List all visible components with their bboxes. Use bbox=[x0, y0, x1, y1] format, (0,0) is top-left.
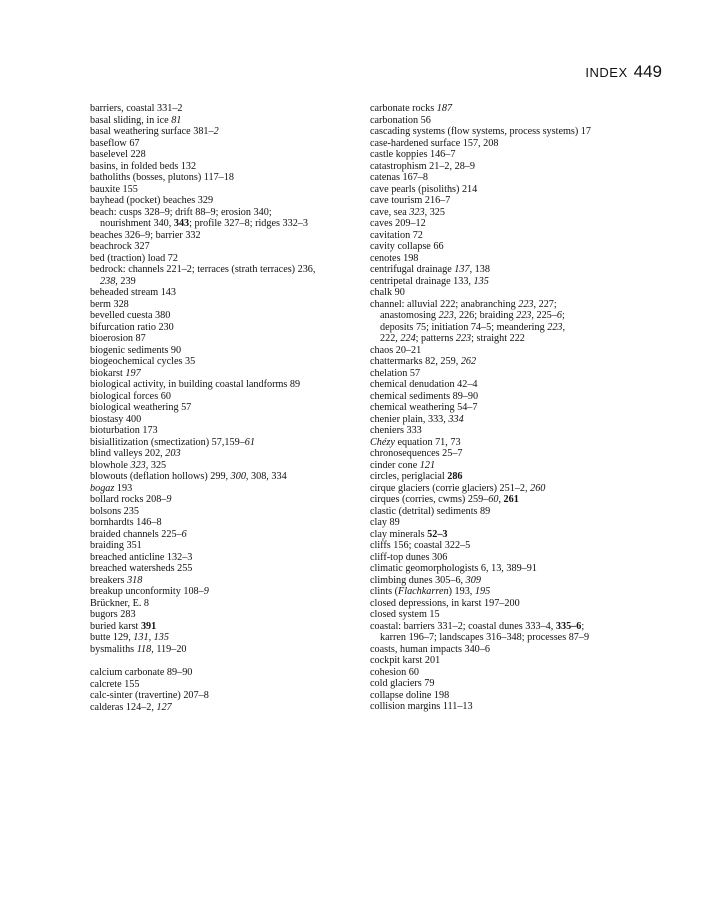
index-entry bbox=[90, 161, 345, 173]
entry-text: 195 bbox=[474, 586, 491, 597]
entry-text: 318 bbox=[127, 574, 143, 586]
entry-text: cheniers 333 bbox=[370, 425, 422, 436]
index-entry bbox=[90, 149, 345, 161]
entry-text: buried karst bbox=[90, 620, 141, 632]
entry-text: 224 bbox=[400, 333, 416, 344]
entry-text: bioerosion 87 bbox=[90, 333, 146, 344]
entry-text: Chézy bbox=[370, 436, 395, 448]
entry-text: cohesion 60 bbox=[370, 666, 419, 678]
index-entry bbox=[90, 598, 345, 610]
entry-text: climatic geomorphologists 6, 13, 389–91 bbox=[370, 563, 537, 574]
index-entry bbox=[90, 529, 345, 541]
entry-text: clay minerals bbox=[370, 528, 428, 540]
entry-text: , 325 bbox=[145, 459, 167, 471]
index-entry bbox=[370, 149, 660, 161]
entry-text: 323 bbox=[409, 206, 425, 218]
index-entry bbox=[90, 483, 345, 495]
index-entry bbox=[370, 138, 660, 150]
entry-text: blowouts (deflation hollows) 299, bbox=[90, 471, 231, 482]
entry-text: 223 bbox=[516, 310, 532, 321]
entry-text: bauxite 155 bbox=[90, 183, 138, 195]
entry-text: breakup unconformity 108– bbox=[90, 586, 204, 597]
entry-text: , 325 bbox=[424, 206, 445, 218]
index-entry bbox=[370, 345, 660, 357]
index-entry bbox=[370, 103, 660, 115]
entry-text: coastal: barriers 331–2; coastal dunes 333–4, bbox=[370, 620, 556, 632]
entry-text: chemical weathering 54–7 bbox=[370, 402, 478, 413]
entry-text: climbing dunes 305–6, bbox=[370, 574, 466, 586]
entry-text: biological forces 60 bbox=[90, 390, 171, 402]
entry-text: cold glaciers 79 bbox=[370, 678, 435, 689]
entry-text: bogaz bbox=[90, 482, 115, 494]
entry-text: 2 bbox=[213, 126, 219, 137]
index-entry bbox=[370, 230, 660, 242]
entry-text: cliff-top dunes 306 bbox=[370, 551, 448, 563]
index-entry bbox=[370, 471, 660, 483]
index-entry bbox=[370, 218, 660, 230]
index-entry bbox=[370, 276, 660, 288]
index-entry bbox=[370, 621, 660, 633]
index-entry bbox=[370, 391, 660, 403]
entry-text: channel: alluvial 222; anabranching bbox=[370, 298, 519, 310]
entry-text: , 225– bbox=[531, 310, 557, 321]
index-entry bbox=[370, 299, 660, 311]
index-entry bbox=[370, 161, 660, 173]
index-entry bbox=[370, 264, 660, 276]
index-entry bbox=[90, 517, 345, 529]
entry-text: closed depressions, in karst 197–200 bbox=[370, 597, 520, 609]
index-entry bbox=[370, 563, 660, 575]
entry-text: calcium carbonate 89–90 bbox=[90, 667, 193, 678]
index-entry bbox=[90, 322, 345, 334]
index-entry bbox=[370, 575, 660, 587]
entry-text: biogenic sediments 90 bbox=[90, 344, 182, 356]
entry-text: deposits 75; initiation 74–5; meandering bbox=[380, 321, 548, 333]
index-entry bbox=[90, 690, 345, 702]
entry-text: ; bbox=[561, 310, 565, 321]
entry-text: centripetal drainage 133, bbox=[370, 275, 474, 287]
entry-text: , 119–20 bbox=[151, 643, 187, 655]
entry-text: castle koppies 146–7 bbox=[370, 149, 456, 160]
index-entry bbox=[370, 437, 660, 449]
entry-text: bed (traction) load 72 bbox=[90, 252, 178, 264]
entry-text: 135 bbox=[153, 632, 169, 643]
entry-text: bevelled cuesta 380 bbox=[90, 310, 171, 321]
entry-text: cavity collapse 66 bbox=[370, 241, 444, 252]
entry-text: catenas 167–8 bbox=[370, 172, 428, 183]
entry-text: equation 71, 73 bbox=[394, 436, 461, 448]
entry-text: braided channels 225– bbox=[90, 528, 182, 540]
index-entry bbox=[370, 460, 660, 472]
index-entry-continuation bbox=[90, 218, 345, 230]
entry-text: 223 bbox=[438, 310, 454, 321]
entry-text: berm 328 bbox=[90, 298, 129, 310]
index-entry bbox=[370, 644, 660, 656]
running-header bbox=[585, 62, 662, 82]
index-entry bbox=[90, 103, 345, 115]
entry-text: cockpit karst 201 bbox=[370, 655, 441, 666]
index-entry bbox=[90, 425, 345, 437]
index-entry bbox=[370, 483, 660, 495]
entry-text: chelation 57 bbox=[370, 367, 421, 379]
entry-text: biological activity, in building coastal landforms 89 bbox=[90, 379, 301, 390]
entry-text: chaos 20–21 bbox=[370, 344, 422, 356]
entry-text: 127 bbox=[156, 701, 172, 713]
index-entry bbox=[370, 356, 660, 368]
entry-text: biogeochemical cycles 35 bbox=[90, 356, 196, 367]
entry-text: bugors 283 bbox=[90, 609, 136, 620]
entry-text: Brückner, E. 8 bbox=[90, 597, 150, 609]
entry-text: 262 bbox=[460, 356, 477, 367]
index-entry bbox=[90, 345, 345, 357]
index-entry-continuation bbox=[370, 632, 660, 644]
index-entry bbox=[370, 425, 660, 437]
index-entry-continuation bbox=[370, 322, 660, 334]
index-entry bbox=[370, 529, 660, 541]
index-entry bbox=[90, 540, 345, 552]
page-number: 449 bbox=[633, 62, 662, 81]
entry-text: nourishment 340, bbox=[100, 218, 174, 229]
entry-text: bollard rocks 208– bbox=[90, 494, 167, 505]
index-entry bbox=[370, 172, 660, 184]
index-entry bbox=[90, 552, 345, 564]
entry-text: 118 bbox=[136, 643, 152, 655]
entry-text: Flachkarren bbox=[398, 586, 449, 597]
entry-text: bifurcation ratio 230 bbox=[90, 321, 174, 333]
entry-text: chenier plain, 333, bbox=[370, 413, 449, 425]
index-entry bbox=[370, 494, 660, 506]
entry-text: chemical sediments 89–90 bbox=[370, 390, 479, 402]
index-entry bbox=[90, 230, 345, 242]
index-entry bbox=[370, 678, 660, 690]
index-entry bbox=[90, 368, 345, 380]
entry-text: clints ( bbox=[370, 586, 399, 597]
index-entry bbox=[370, 586, 660, 598]
index-entry bbox=[370, 552, 660, 564]
entry-text: bayhead (pocket) beaches 329 bbox=[90, 195, 214, 206]
index-entry bbox=[90, 241, 345, 253]
index-entry bbox=[90, 563, 345, 575]
index-entry bbox=[90, 115, 345, 127]
entry-text: coasts, human impacts 340–6 bbox=[370, 643, 490, 655]
entry-text: 137 bbox=[454, 264, 470, 275]
entry-text: cave pearls (pisoliths) 214 bbox=[370, 183, 478, 195]
index-entry bbox=[90, 402, 345, 414]
index-column-left bbox=[90, 103, 345, 713]
entry-text: , 227; bbox=[533, 298, 557, 310]
entry-text: breached watersheds 255 bbox=[90, 563, 193, 574]
index-entry bbox=[90, 356, 345, 368]
index-entry bbox=[90, 667, 345, 679]
entry-text: , bbox=[148, 632, 154, 643]
entry-text: , 226; braiding bbox=[453, 310, 517, 321]
entry-text: bolsons 235 bbox=[90, 505, 139, 517]
index-entry bbox=[90, 184, 345, 196]
index-entry bbox=[370, 667, 660, 679]
entry-text: 187 bbox=[436, 103, 453, 114]
entry-text: chalk 90 bbox=[370, 287, 405, 298]
index-entry bbox=[90, 299, 345, 311]
entry-text: breached anticline 132–3 bbox=[90, 551, 193, 563]
index-entry bbox=[90, 621, 345, 633]
entry-text: cavitation 72 bbox=[370, 229, 423, 241]
entry-text: beheaded stream 143 bbox=[90, 287, 176, 298]
entry-text: cascading systems (flow systems, process systems) 17 bbox=[370, 126, 591, 137]
entry-text: 81 bbox=[171, 114, 182, 126]
entry-text: 6 bbox=[181, 528, 187, 540]
index-entry bbox=[370, 241, 660, 253]
index-entry bbox=[90, 644, 345, 656]
entry-text: bornhardts 146–8 bbox=[90, 517, 162, 528]
header-label: INDEX bbox=[585, 65, 628, 80]
entry-text: 334 bbox=[448, 413, 464, 425]
entry-text: bysmaliths bbox=[90, 643, 137, 655]
entry-text: , 138 bbox=[469, 264, 490, 275]
entry-text: baselevel 228 bbox=[90, 149, 146, 160]
entry-text: basins, in folded beds 132 bbox=[90, 160, 197, 172]
index-entry bbox=[90, 471, 345, 483]
entry-text: biostasy 400 bbox=[90, 413, 142, 425]
entry-text: , bbox=[498, 494, 504, 505]
entry-text: carbonate rocks bbox=[370, 103, 437, 114]
index-entry bbox=[370, 184, 660, 196]
entry-text: chemical denudation 42–4 bbox=[370, 379, 478, 390]
entry-text: 223 bbox=[518, 298, 534, 310]
index-entry bbox=[90, 379, 345, 391]
entry-text: 197 bbox=[125, 367, 141, 379]
index-entry bbox=[90, 632, 345, 644]
entry-text: centrifugal drainage bbox=[370, 264, 455, 275]
index-entry bbox=[90, 506, 345, 518]
entry-text: biokarst bbox=[90, 367, 126, 379]
index-entry bbox=[90, 264, 345, 276]
index-entry bbox=[90, 575, 345, 587]
index-entry-continuation bbox=[370, 333, 660, 345]
entry-text: cave tourism 216–7 bbox=[370, 195, 451, 206]
entry-text: collapse doline 198 bbox=[370, 689, 450, 701]
entry-text: basal sliding, in ice bbox=[90, 114, 172, 126]
index-entry bbox=[370, 115, 660, 127]
index-entry bbox=[370, 609, 660, 621]
index-entry bbox=[90, 414, 345, 426]
entry-text: cinder cone bbox=[370, 459, 420, 471]
index-entry bbox=[90, 207, 345, 219]
index-entry bbox=[370, 368, 660, 380]
entry-text: cliffs 156; coastal 322–5 bbox=[370, 540, 471, 551]
entry-text: biological weathering 57 bbox=[90, 402, 192, 413]
index-entry bbox=[370, 448, 660, 460]
index-entry bbox=[90, 586, 345, 598]
index-entry bbox=[370, 701, 660, 713]
entry-text: case-hardened surface 157, 208 bbox=[370, 137, 499, 149]
entry-text: basal weathering surface 381– bbox=[90, 126, 214, 137]
entry-text: cave, sea bbox=[370, 206, 410, 218]
index-column-right bbox=[370, 103, 660, 713]
index-entry bbox=[90, 494, 345, 506]
entry-text: 343 bbox=[173, 218, 190, 229]
index-entry bbox=[370, 195, 660, 207]
entry-text: 193 bbox=[114, 482, 133, 494]
entry-text: braiding 351 bbox=[90, 540, 142, 551]
index-entry-continuation bbox=[90, 276, 345, 288]
entry-text: 61 bbox=[244, 436, 255, 448]
index-entry bbox=[90, 310, 345, 322]
index-entry bbox=[370, 379, 660, 391]
index-entry bbox=[90, 287, 345, 299]
entry-text: bedrock: channels 221–2; terraces (strath terraces) 236, bbox=[90, 264, 316, 275]
entry-text: 286 bbox=[447, 471, 463, 482]
index-entry bbox=[90, 391, 345, 403]
index-entry bbox=[370, 506, 660, 518]
entry-text: closed system 15 bbox=[370, 609, 440, 620]
entry-text: bioturbation 173 bbox=[90, 425, 158, 436]
entry-text: blind valleys 202, bbox=[90, 448, 166, 459]
entry-text: ) 193, bbox=[448, 586, 475, 597]
entry-text: chronosequences 25–7 bbox=[370, 448, 463, 459]
entry-text: bisiallitization (smectization) 57,159– bbox=[90, 436, 245, 448]
entry-text: 223 bbox=[547, 321, 563, 333]
entry-text: ; patterns bbox=[415, 333, 456, 344]
entry-text: batholiths (bosses, plutons) 117–18 bbox=[90, 172, 234, 183]
entry-text: 391 bbox=[140, 620, 157, 632]
entry-text: ; bbox=[581, 620, 585, 632]
entry-text: 60 bbox=[488, 494, 499, 505]
index-entry bbox=[90, 679, 345, 691]
index-entry bbox=[370, 540, 660, 552]
entry-text: collision margins 111–13 bbox=[370, 701, 473, 712]
entry-text: catastrophism 21–2, 28–9 bbox=[370, 160, 475, 172]
index-entry bbox=[90, 333, 345, 345]
entry-text: carbonation 56 bbox=[370, 114, 431, 126]
index-entry bbox=[370, 207, 660, 219]
entry-text: clay 89 bbox=[370, 517, 400, 528]
entry-text: 335–6 bbox=[555, 620, 582, 632]
entry-text: circles, periglacial bbox=[370, 471, 448, 482]
entry-text: , 239 bbox=[115, 275, 136, 287]
entry-text: ; straight 222 bbox=[471, 333, 525, 344]
entry-text: 6 bbox=[556, 310, 562, 321]
entry-text: breakers bbox=[90, 574, 128, 586]
entry-text: calc-sinter (travertine) 207–8 bbox=[90, 690, 209, 701]
index-entry bbox=[370, 287, 660, 299]
index-entry bbox=[370, 598, 660, 610]
entry-text: cirque glaciers (corrie glaciers) 251–2, bbox=[370, 482, 531, 494]
index-entry bbox=[370, 655, 660, 667]
entry-text: 135 bbox=[473, 275, 489, 287]
index-entry bbox=[90, 126, 345, 138]
entry-text: 9 bbox=[203, 586, 209, 597]
entry-text: , bbox=[562, 321, 566, 333]
entry-text: 9 bbox=[166, 494, 172, 505]
entry-text: karren 196–7; landscapes 316–348; processes 87–9 bbox=[380, 632, 590, 643]
index-entry bbox=[90, 448, 345, 460]
index-entry bbox=[90, 609, 345, 621]
index-entry bbox=[90, 702, 345, 714]
entry-text: baseflow 67 bbox=[90, 137, 140, 149]
entry-text: clastic (detrital) sediments 89 bbox=[370, 505, 491, 517]
entry-text: 323 bbox=[130, 459, 146, 471]
entry-text: blowhole bbox=[90, 459, 131, 471]
index-entry bbox=[90, 172, 345, 184]
entry-text: 121 bbox=[419, 459, 436, 471]
entry-text: 309 bbox=[465, 574, 481, 586]
index-entry bbox=[90, 437, 345, 449]
entry-text: 52–3 bbox=[427, 528, 448, 540]
entry-text: calcrete 155 bbox=[90, 678, 140, 690]
index-entry bbox=[90, 460, 345, 472]
entry-text: chattermarks 82, 259, bbox=[370, 356, 461, 367]
entry-text: 222, bbox=[380, 333, 401, 344]
entry-text: 300 bbox=[230, 471, 246, 482]
entry-text: 203 bbox=[165, 448, 181, 459]
entry-text: cirques (corries, cwms) 259– bbox=[370, 494, 489, 505]
entry-text: beach: cusps 328–9; drift 88–9; erosion 340; bbox=[90, 206, 272, 218]
entry-text: cenotes 198 bbox=[370, 252, 419, 264]
entry-text: butte 129, bbox=[90, 632, 134, 643]
entry-text: 223 bbox=[455, 333, 472, 344]
entry-text: beaches 326–9; barrier 332 bbox=[90, 229, 201, 241]
entry-text: ; profile 327–8; ridges 332–3 bbox=[189, 218, 308, 229]
index-entry bbox=[370, 690, 660, 702]
entry-text: , 308, 334 bbox=[245, 471, 287, 482]
entry-text: 131 bbox=[133, 632, 149, 643]
entry-text: caves 209–12 bbox=[370, 218, 426, 229]
index-entry bbox=[370, 402, 660, 414]
index-entry bbox=[370, 253, 660, 265]
entry-text: beachrock 327 bbox=[90, 241, 150, 252]
index-entry bbox=[370, 126, 660, 138]
index-entry bbox=[90, 138, 345, 150]
entry-text: anastomosing bbox=[380, 310, 439, 321]
entry-text: 238 bbox=[100, 275, 116, 287]
entry-text: 261 bbox=[503, 494, 519, 505]
index-entry-continuation bbox=[370, 310, 660, 322]
entry-text: 260 bbox=[530, 482, 546, 494]
index-entry bbox=[370, 414, 660, 426]
entry-text: calderas 124–2, bbox=[90, 701, 157, 713]
entry-text: barriers, coastal 331–2 bbox=[90, 103, 183, 114]
index-entry bbox=[370, 517, 660, 529]
index-entry bbox=[90, 195, 345, 207]
index-entry bbox=[90, 253, 345, 265]
